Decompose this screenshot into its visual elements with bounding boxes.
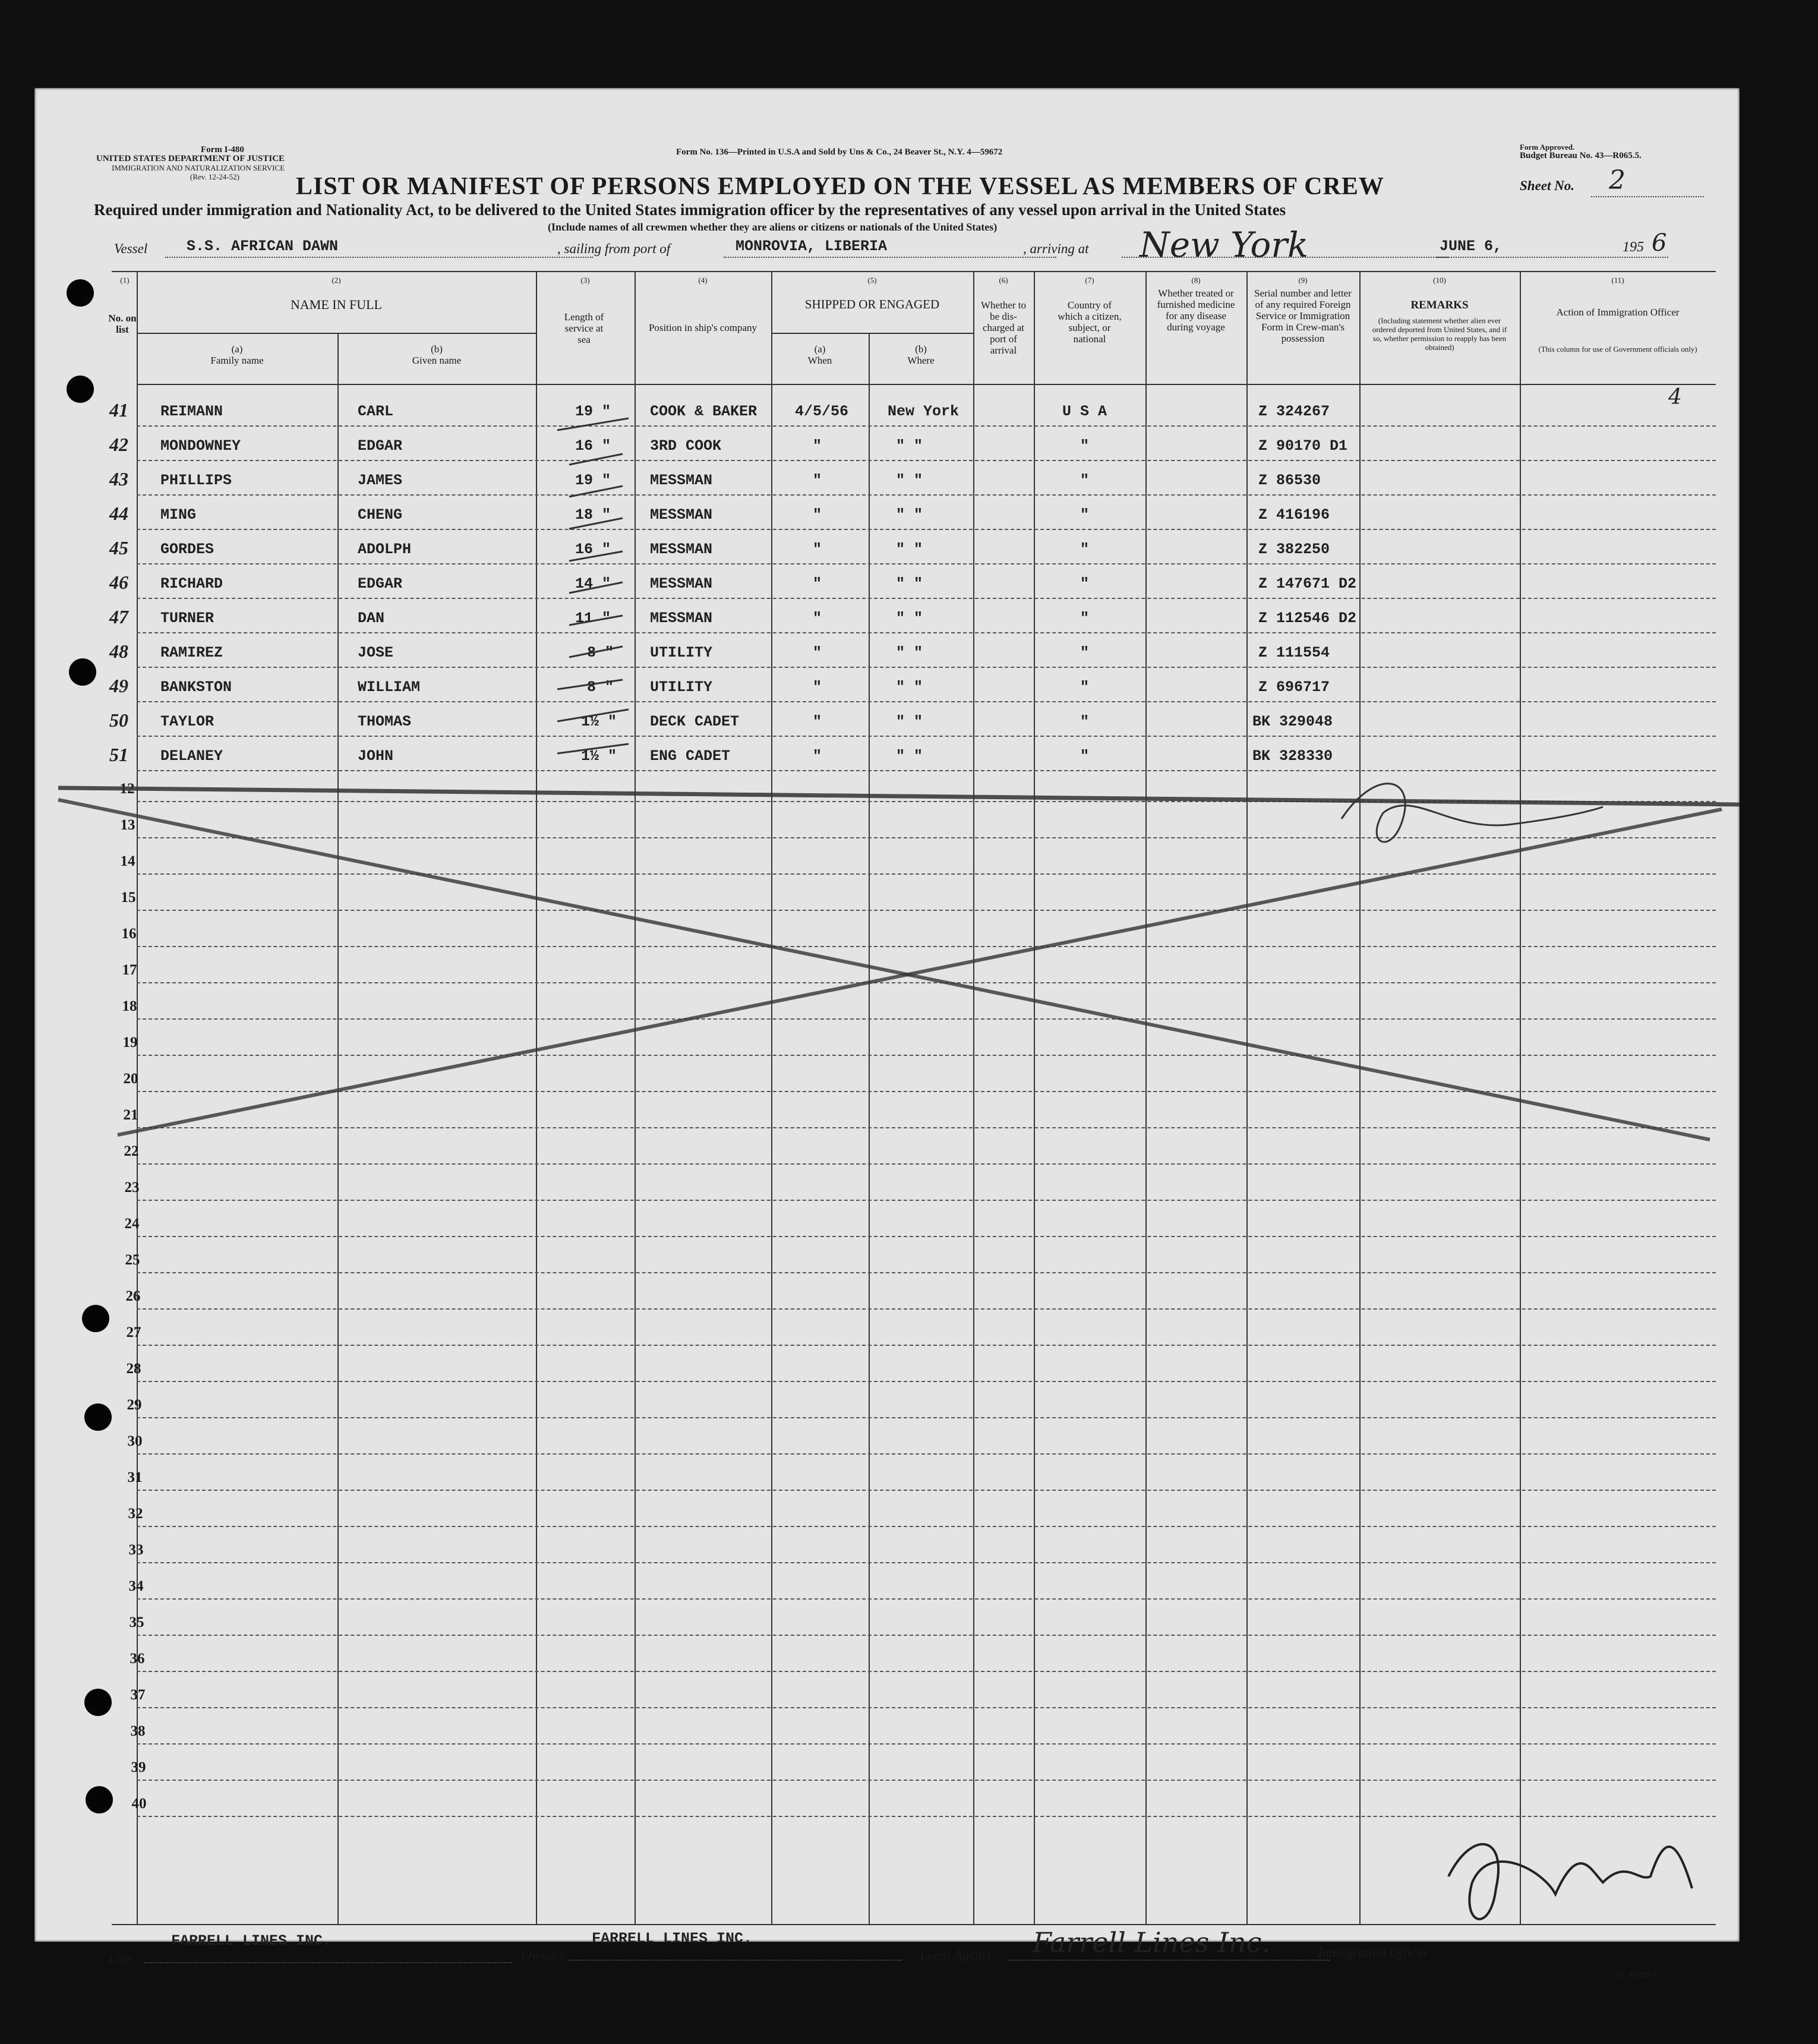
serial-number: BK 329048 — [1252, 713, 1333, 730]
given-name: DAN — [358, 610, 385, 627]
country: " — [1080, 747, 1090, 765]
service-length: 18 " — [575, 506, 611, 523]
row-number: 19 — [122, 1034, 138, 1051]
row-number: 41 — [109, 399, 128, 421]
row-number: 12 — [119, 781, 135, 797]
shipped-where: " " — [896, 644, 923, 661]
row-number: 31 — [127, 1469, 143, 1485]
vessel-name: S.S. AFRICAN DAWN — [187, 238, 339, 255]
family-name: TAYLOR — [160, 713, 214, 730]
service: IMMIGRATION AND NATURALIZATION SERVICE — [112, 163, 285, 172]
owners-label: Owners — [522, 1948, 564, 1963]
agents-label: Local Agents — [920, 1948, 992, 1963]
line-label: Line — [108, 1951, 132, 1966]
country: " — [1080, 644, 1090, 661]
row-number: 39 — [131, 1759, 146, 1775]
row-number: 21 — [123, 1107, 138, 1123]
given-name: THOMAS — [358, 713, 412, 730]
service-length: 8 " — [587, 644, 614, 661]
binder-hole — [67, 376, 94, 403]
subtitle: Required under immigration and Nationality Act, to be delivered to the United States immigration officer by the representatives of any vessel upon arrival in the United States — [94, 201, 1286, 219]
serial-number: Z 90170 D1 — [1258, 437, 1348, 455]
serial-number: BK 328330 — [1252, 747, 1333, 765]
country: " — [1080, 541, 1090, 558]
col7-header: Country of which a citizen, subject, or national — [1058, 299, 1122, 345]
row-number: 38 — [130, 1723, 146, 1739]
service-length: 16 " — [575, 541, 611, 558]
row-number: 33 — [128, 1542, 144, 1558]
col9-header: Serial number and letter of any required Foreign Service or Immigration Form in Crew-man's possession — [1254, 288, 1352, 344]
col5-header: SHIPPED OR ENGAGED — [804, 297, 940, 311]
shipped-where: " " — [896, 575, 923, 592]
agents-name: Farrell Lines Inc. — [1033, 1926, 1270, 1958]
row-number: 23 — [124, 1179, 140, 1196]
shipped-where: " " — [896, 437, 923, 455]
position: UTILITY — [650, 644, 713, 661]
sailing-label: , sailing from port of — [557, 241, 671, 256]
shipped-when: " — [813, 713, 822, 730]
include-note: (Include names of all crewmen whether they are aliens or citizens or nationals of the United States) — [548, 221, 998, 233]
shipped-where: " " — [896, 506, 923, 523]
given-name: WILLIAM — [358, 679, 421, 696]
col11-number: (11) — [1611, 276, 1624, 285]
shipped-when: " — [813, 541, 822, 558]
shipped-when: " — [813, 506, 822, 523]
col5b-header: (b) Where — [907, 343, 935, 366]
col1-header: No. on list — [108, 313, 137, 335]
owners-underline — [569, 1960, 902, 1961]
sheet-number: 2 — [1609, 165, 1626, 195]
row-number: 14 — [120, 853, 135, 869]
year-digit: 6 — [1652, 229, 1667, 257]
vessel-label: Vessel — [114, 241, 148, 256]
shipped-where: " " — [896, 747, 923, 765]
position: MESSMAN — [650, 541, 713, 558]
position: UTILITY — [650, 679, 713, 696]
printer-note: Form No. 136—Printed in U.S.A and Sold by Uns & Co., 24 Beaver St., N.Y. 4—59672 — [676, 147, 1003, 157]
family-name: GORDES — [160, 541, 214, 558]
row-number: 18 — [122, 998, 137, 1014]
row-number: 51 — [109, 744, 128, 765]
col3-number: (3) — [580, 276, 590, 285]
country: " — [1080, 679, 1090, 696]
row-number: 48 — [109, 641, 128, 662]
serial-number: Z 696717 — [1258, 679, 1330, 696]
shipped-when: " — [813, 679, 822, 696]
row-number: 30 — [127, 1433, 143, 1449]
given-name: CHENG — [358, 506, 403, 523]
position: MESSMAN — [650, 506, 713, 523]
serial-number: Z 147671 D2 — [1258, 575, 1357, 592]
page-title: LIST OR MANIFEST OF PERSONS EMPLOYED ON THE VESSEL AS MEMBERS OF CREW — [296, 173, 1384, 200]
row-number: 45 — [109, 537, 128, 559]
row-number: 25 — [125, 1252, 140, 1268]
row-number: 17 — [122, 962, 137, 978]
given-name: JAMES — [358, 472, 403, 489]
col4-header: Position in ship's company — [648, 322, 758, 333]
agents-underline — [1009, 1960, 1330, 1961]
position: ENG CADET — [650, 747, 731, 765]
country: U S A — [1062, 403, 1107, 420]
port-of-departure: MONROVIA, LIBERIA — [736, 238, 888, 255]
row-number: 15 — [121, 889, 136, 906]
service-length: 8 " — [587, 679, 614, 696]
serial-number: Z 112546 D2 — [1258, 610, 1357, 627]
official-mark: 4 — [1668, 385, 1682, 409]
serial-number: Z 111554 — [1258, 644, 1330, 661]
family-name: REIMANN — [160, 403, 223, 420]
officer-label: Immigration Officer — [1318, 1945, 1428, 1960]
binder-hole — [67, 279, 94, 307]
binder-hole — [84, 1403, 112, 1431]
serial-number: Z 324267 — [1258, 403, 1330, 420]
owners-name: FARRELL LINES INC. — [592, 1930, 753, 1947]
shipped-when: " — [813, 644, 822, 661]
sheet-label: Sheet No. — [1520, 178, 1574, 193]
col6-header: Whether to be dis-charged at port of arrival — [981, 299, 1026, 356]
position: DECK CADET — [650, 713, 740, 730]
row-number: 13 — [120, 817, 135, 833]
service-length: 19 " — [575, 403, 611, 420]
row-number: 35 — [129, 1614, 144, 1630]
family-name: RICHARD — [160, 575, 223, 592]
col5a-header: (a) When — [807, 343, 832, 366]
family-name: MING — [160, 506, 197, 523]
row-number: 34 — [128, 1578, 144, 1594]
service-length: 1½ " — [581, 713, 617, 730]
manifest-sheet — [34, 88, 1740, 1979]
col11-header: Action of Immigration Officer — [1556, 307, 1680, 318]
line-name: FARRELL LINES INC. — [171, 1932, 332, 1950]
country: " — [1080, 575, 1090, 592]
country: " — [1080, 713, 1090, 730]
col5-number: (5) — [867, 276, 877, 285]
row-number: 20 — [123, 1071, 138, 1087]
given-name: JOSE — [358, 644, 394, 661]
shipped-when: " — [813, 437, 822, 455]
row-number: 44 — [109, 503, 128, 524]
col6-number: (6) — [999, 276, 1008, 285]
shipped-when: " — [813, 472, 822, 489]
arrival-date: JUNE 6, — [1440, 238, 1503, 255]
col2-number: (2) — [332, 276, 341, 285]
col3-header: Length of service at sea — [564, 311, 604, 345]
col7-number: (7) — [1085, 276, 1094, 285]
service-length: 1½ " — [581, 747, 617, 765]
service-length: 16 " — [575, 437, 611, 455]
serial-number: Z 382250 — [1258, 541, 1330, 558]
row-number: 29 — [127, 1397, 142, 1413]
family-name: PHILLIPS — [160, 472, 232, 489]
row-number: 46 — [109, 572, 128, 593]
form-code: 16—67829-1 — [1615, 1970, 1656, 1979]
shipped-where: " " — [896, 472, 923, 489]
position: MESSMAN — [650, 472, 713, 489]
arrival-port: New York — [1140, 225, 1309, 265]
form-number: Form I-480 — [201, 145, 244, 154]
family-name: DELANEY — [160, 747, 223, 765]
revision: (Rev. 12-24-52) — [190, 172, 239, 181]
row-number: 42 — [109, 434, 128, 455]
officer-signature — [1448, 1844, 1692, 1919]
binder-hole — [86, 1786, 113, 1813]
row-number: 22 — [124, 1143, 139, 1159]
officer-name — [1508, 1918, 1612, 1942]
col4-number: (4) — [698, 276, 708, 285]
country: " — [1080, 610, 1090, 627]
col9-number: (9) — [1298, 276, 1308, 285]
serial-number: Z 416196 — [1258, 506, 1330, 523]
family-name: RAMIREZ — [160, 644, 223, 661]
row-number: 24 — [124, 1216, 140, 1232]
shipped-when: " — [813, 575, 822, 592]
family-name: MONDOWNEY — [160, 437, 241, 455]
row-number: 47 — [109, 606, 128, 627]
col8-number: (8) — [1191, 276, 1201, 285]
country: " — [1080, 506, 1090, 523]
binder-hole — [84, 1689, 112, 1716]
binder-hole — [69, 658, 96, 686]
row-number: 40 — [131, 1796, 147, 1812]
country: " — [1080, 437, 1090, 455]
family-name: BANKSTON — [160, 679, 232, 696]
service-length: 14 " — [575, 575, 611, 592]
position: MESSMAN — [650, 575, 713, 592]
row-number: 43 — [109, 468, 128, 490]
service-length: 19 " — [575, 472, 611, 489]
shipped-where: " " — [896, 610, 923, 627]
service-length: 11 " — [575, 610, 611, 627]
given-name: EDGAR — [358, 437, 403, 455]
shipped-where: " " — [896, 679, 923, 696]
col2a-header: (a) Family name — [210, 343, 264, 366]
given-name: EDGAR — [358, 575, 403, 592]
family-name: TURNER — [160, 610, 214, 627]
position: MESSMAN — [650, 610, 713, 627]
col1-number: (1) — [120, 276, 130, 285]
row-number: 32 — [128, 1506, 143, 1522]
country: " — [1080, 472, 1090, 489]
shipped-when: " — [813, 747, 822, 765]
row-number: 16 — [121, 926, 137, 942]
form-approved: Form Approved. — [1520, 143, 1575, 152]
shipped-when: " — [813, 610, 822, 627]
position: COOK & BAKER — [650, 403, 758, 420]
col10-header: REMARKS — [1410, 299, 1469, 311]
col8-header: Whether treated or furnished medicine for any disease during voyage — [1157, 288, 1235, 333]
arriving-label: , arriving at — [1023, 241, 1089, 256]
row-number: 36 — [130, 1651, 145, 1667]
shipped-where: New York — [888, 403, 960, 420]
budget-bureau: Budget Bureau No. 43—R065.5. — [1520, 151, 1642, 160]
row-number: 49 — [109, 675, 128, 696]
department: UNITED STATES DEPARTMENT OF JUSTICE — [96, 154, 285, 163]
year-prefix: 195 — [1623, 239, 1644, 255]
shipped-where: " " — [896, 713, 923, 730]
serial-number: Z 86530 — [1258, 472, 1321, 489]
col11-note: (This column for use of Government officials only) — [1538, 345, 1697, 354]
given-name: CARL — [358, 403, 394, 420]
col10-note: (Including statement whether alien ever ordered deported from United States, and if so, whether permission to reapply has been obtained) — [1372, 316, 1507, 352]
cross-out-marks — [34, 88, 1740, 1942]
col2-header: NAME IN FULL — [291, 297, 382, 312]
binder-hole — [82, 1305, 109, 1332]
row-number: 37 — [130, 1687, 146, 1703]
line-underline — [144, 1962, 512, 1963]
row-number: 50 — [109, 709, 128, 731]
col2b-header: (b) Given name — [412, 343, 462, 366]
position: 3RD COOK — [650, 437, 722, 455]
given-name: JOHN — [358, 747, 394, 765]
row-number: 28 — [126, 1361, 141, 1377]
given-name: ADOLPH — [358, 541, 412, 558]
shipped-when: 4/5/56 — [795, 403, 849, 420]
row-number: 26 — [125, 1288, 141, 1304]
remarks-signature — [1342, 784, 1603, 842]
col10-number: (10) — [1433, 276, 1446, 285]
row-number: 27 — [126, 1324, 141, 1340]
shipped-where: " " — [896, 541, 923, 558]
